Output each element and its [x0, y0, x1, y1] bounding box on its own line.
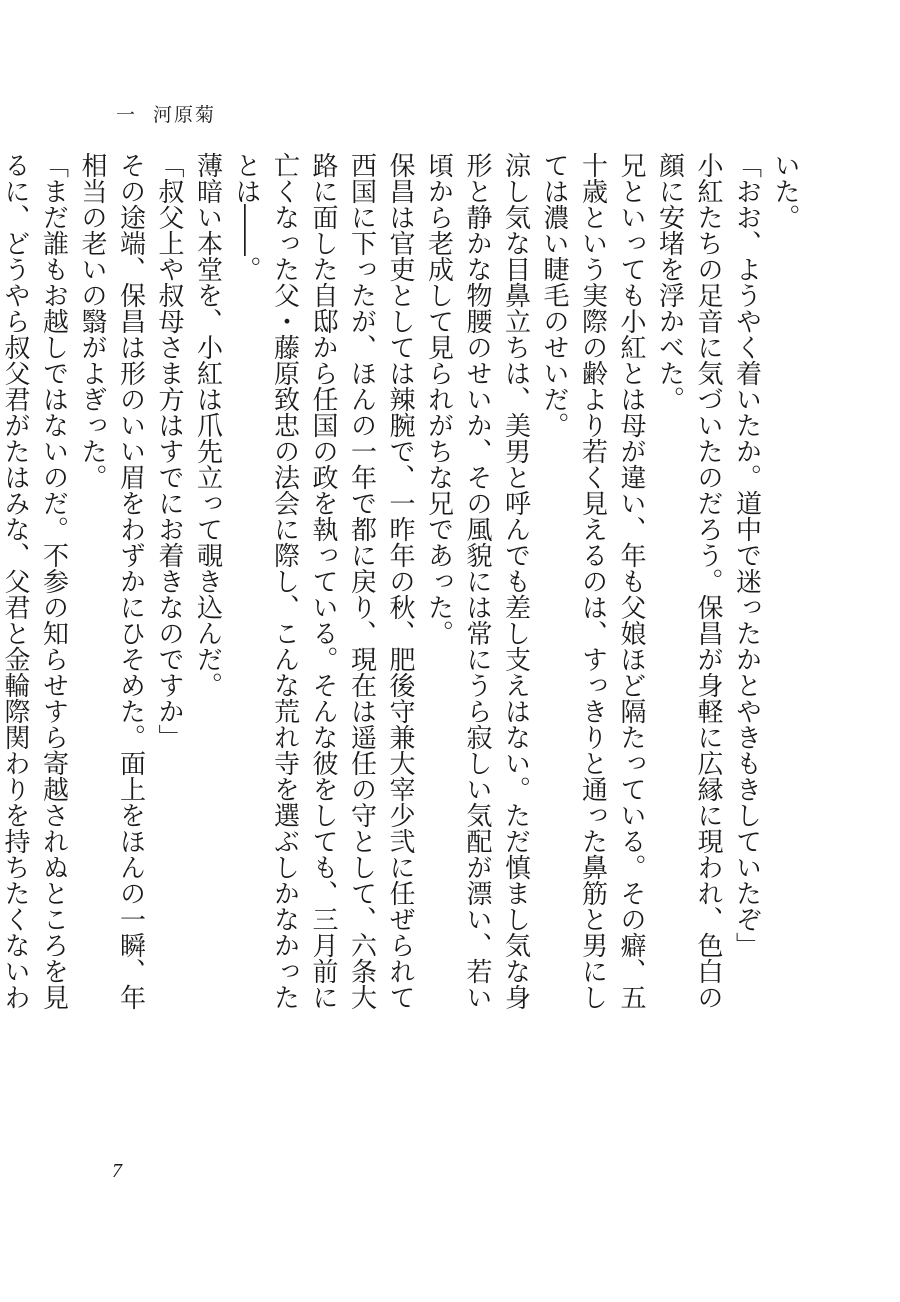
- paragraph: 「まだ誰もお越しではないのだ。不参の知らせすら寄越されぬところを見るに、どうやら叔父君がたはみな、父君と金輪際関わりを持ちたくないわ: [0, 152, 69, 1010]
- paragraph: その途端、保昌は形のいい眉をわずかにひそめた。面上をほんの一瞬、年相当の老いの翳がよぎった。: [77, 152, 146, 1010]
- paragraph: 兄といっても小紅とは母が違い、年も父娘ほど隔たっている。その癖、五十歳という実際の齢より若く見えるのは、すっきりと通った鼻筋と男にしては濃い睫毛のせいだ。: [539, 152, 646, 1010]
- page-number: 7: [112, 1160, 122, 1182]
- paragraph: いた。: [770, 152, 800, 230]
- chapter-title: 河原菊: [153, 104, 217, 126]
- running-head: [116, 100, 216, 127]
- paragraph: 小紅たちの足音に気づいたのだろう。保昌が身軽に広縁に現われ、色白の顔に安堵を浮かべた。: [654, 152, 723, 1010]
- paragraph: 薄暗い本堂を、小紅は爪先立って覗き込んだ。: [192, 152, 223, 698]
- vertical-text-body: [0, 152, 804, 1022]
- paragraph: 「叔父上や叔母さま方はすでにお着きなのですか」: [154, 152, 184, 750]
- paragraph: 保昌は官吏としては辣腕で、一昨年の秋、肥後守兼大宰少弐に任ぜられて西国に下ったが、ほんの一年で都に戻り、現在は遥任の守として、六条大路に面した自邸から任国の政を執っている。そんな彼をしても、三月前に亡くなった父・藤原致忠の法会に際し、こんな荒れ寺を選ぶしかなかったとは――。: [231, 152, 415, 1010]
- paragraph: 涼し気な目鼻立ちは、美男と呼んでも差し支えはない。ただ慎まし気な身形と静かな物腰のせいか、その風貌には常にうら寂しい気配が漂い、若い頃から老成して見られがちな兄であった。: [423, 152, 531, 1010]
- paragraph: 「おお、ようやく着いたか。道中で迷ったかとやきもきしていたぞ」: [731, 152, 762, 958]
- chapter-number: 一: [116, 104, 138, 126]
